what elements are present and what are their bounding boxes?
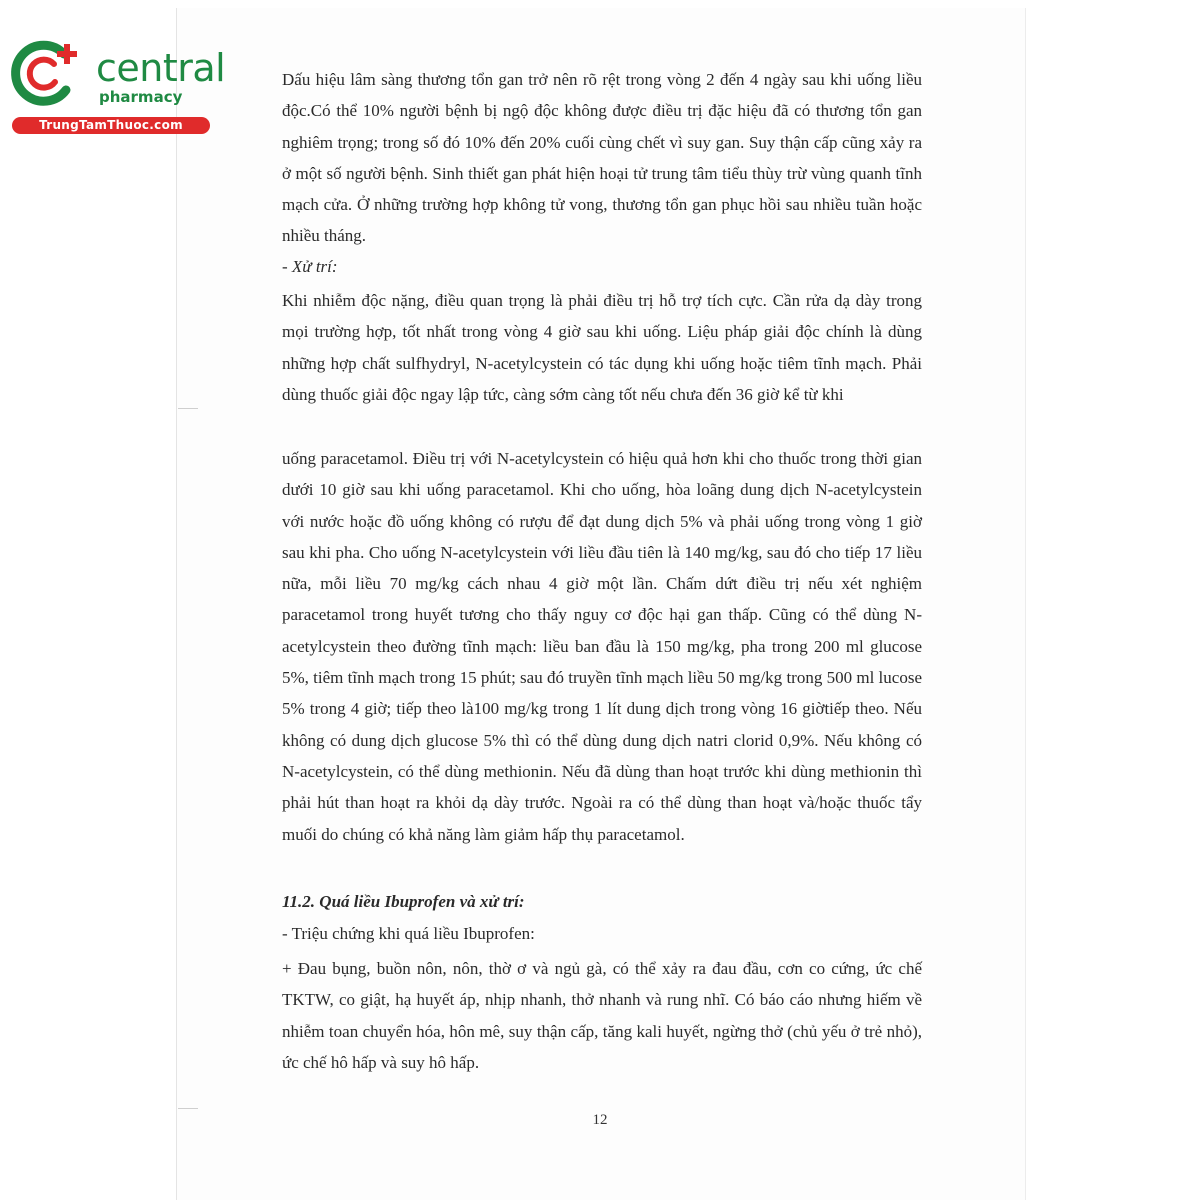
logo-website: TrungTamThuoc.com xyxy=(12,117,210,134)
paragraph-treatment-intro: Khi nhiễm độc nặng, điều quan trọng là phải điều trị hỗ trợ tích cực. Cần rửa dạ dày trong mọi trường hợp, tốt nhất trong vòng 4 giờ sau khi uống. Liệu pháp giải độc chính là dùng những hợp chất sulfhydryl, N-acetylcystein có tác dụng khi uống hoặc tiêm tĩnh mạch. Phải dùng thuốc giải độc ngay lập tức, càng sớm càng tốt nếu chưa đến 36 giờ kể từ khi xyxy=(282,291,922,404)
scan-margin-mark xyxy=(178,408,198,409)
heading-xu-tri: - Xử trí: xyxy=(282,257,338,276)
paragraph-n-acetylcystein: uống paracetamol. Điều trị với N-acetylcystein có hiệu quả hơn khi cho thuốc trong thời gian dưới 10 giờ sau khi uống paracetamol. Khi cho uống, hòa loãng dung dịch N-acetylcystein với nước hoặc đồ uống không có rượu để đạt dung dịch 5% và phải uống trong vòng 1 giờ sau khi pha. Cho uống N-acetylcystein với liều đầu tiên là 140 mg/kg, sau đó cho tiếp 17 liều nữa, mỗi liều 70 mg/kg cách nhau 4 giờ một lần. Chấm dứt điều trị nếu xét nghiệm paracetamol trong huyết tương cho thấy nguy cơ độc hại gan thấp. Cũng có thể dùng N-acetylcystein theo đường tĩnh mạch: liều ban đầu là 150 mg/kg, pha trong 200 ml glucose 5%, tiêm tĩnh mạch trong 15 phút; sau đó truyền tĩnh mạch liều 50 mg/kg trong 500 ml lucose 5% trong 4 giờ; tiếp theo là100 mg/kg trong 1 lít dung dịch trong vòng 16 giờtiếp theo. Nếu không có dung dịch glucose 5% thì có thể dùng dung dịch natri clorid 0,9%. Nếu không có N-acetylcystein, có thể dùng methionin. Nếu đã dùng than hoạt trước khi dùng methionin thì phải hút than hoạt ra khỏi dạ dày trước. Ngoài ra có thể dùng than hoạt và/hoặc thuốc tẩy muối do chúng có khả năng làm giảm hấp thụ paracetamol. xyxy=(282,449,922,844)
central-pharmacy-logo xyxy=(10,36,226,136)
logo-subname: pharmacy xyxy=(99,88,183,106)
page-number: 12 xyxy=(592,1112,608,1128)
logo-name: central xyxy=(96,46,226,90)
scan-margin-mark xyxy=(178,1108,198,1109)
subheading-symptoms: - Triệu chứng khi quá liều Ibuprofen: xyxy=(282,924,535,943)
paragraph-ibuprofen-symptoms: + Đau bụng, buồn nôn, nôn, thờ ơ và ngủ gà, có thể xảy ra đau đầu, cơn co cứng, ức chế TKTW, co giật, hạ huyết áp, nhịp nhanh, thở nhanh và rung nhĩ. Có báo cáo nhưng hiếm về nhiễm toan chuyển hóa, hôn mê, suy thận cấp, tăng kali huyết, ngừng thở (chủ yếu ở trẻ nhỏ), ức chế hô hấp và suy hô hấp. xyxy=(282,959,922,1072)
pharmacy-logo-icon xyxy=(10,38,90,108)
heading-ibuprofen-overdose: 11.2. Quá liều Ibuprofen và xử trí: xyxy=(282,892,525,911)
paragraph-liver-damage: Dấu hiệu lâm sàng thương tổn gan trở nên rõ rệt trong vòng 2 đến 4 ngày sau khi uống liều độc.Có thể 10% người bệnh bị ngộ độc không được điều trị đặc hiệu đã có thương tổn gan nghiêm trọng; trong số đó 10% đến 20% cuối cùng chết vì suy gan. Suy thận cấp cũng xảy ra ở một số người bệnh. Sinh thiết gan phát hiện hoại tử trung tâm tiểu thùy trừ vùng quanh tĩnh mạch cửa. Ở những trường hợp không tử vong, thương tổn gan phục hồi sau nhiều tuần hoặc nhiều tháng. xyxy=(282,70,922,246)
